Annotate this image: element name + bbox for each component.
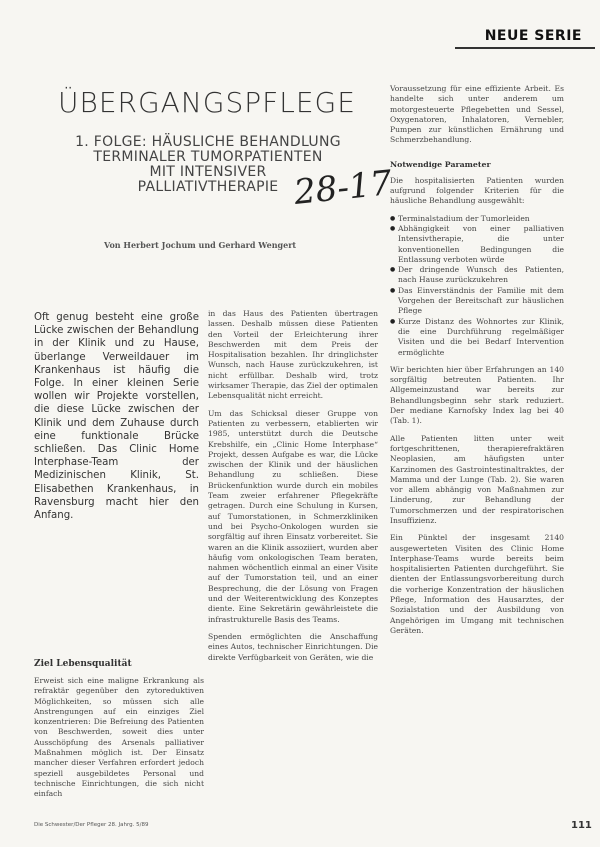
body-paragraph: in das Haus des Patienten übertragen lassen. Deshalb müssen diese Patienten den Vorteil der Erleichterung ihrer Beschwerden mit dem Preis der Hospitalisation bezahlen. Ihr dringlichster Wunsch, nach Hause zurückzukehren, ist nicht erfüllbar. Deshalb wird, trotz wirksamer Therapie, das Ziel der optimalen Lebensqualität nicht erreicht. bbox=[208, 309, 378, 401]
column-3 bbox=[390, 84, 564, 636]
body-paragraph: Die hospitalisierten Patienten wurden aufgrund folgender Kriterien für die häusliche Behandlung ausgewählt: bbox=[390, 175, 564, 206]
series-rule bbox=[455, 47, 595, 49]
column-2 bbox=[208, 309, 378, 663]
body-paragraph: Spenden ermöglichten die Anschaffung eines Autos, technischer Einrichtungen. Die direkte Verfügbarkeit von Geräten, wie die bbox=[208, 631, 378, 662]
author-byline: Von Herbert Jochum und Gerhard Wengert bbox=[104, 240, 297, 250]
handwritten-note: 28-17 bbox=[292, 162, 394, 214]
page-number: 111 bbox=[571, 820, 592, 831]
body-paragraph: Erweist sich eine maligne Erkrankung als refraktär gegenüber den zytoreduktiven Möglichkeiten, so müssen sich alle Anstrengungen auf ein einziges Ziel konzentrieren: Die Befreiung des Patienten von Beschwerden, soweit dies unter Ausschöpfung des Arsenals palliativer Maßnahmen möglich ist. Der Einsatz mancher dieser Verfahren erfordert jedoch speziell ausgebildetes Personal und technische Einrichtungen, die sich nicht einfach bbox=[34, 676, 204, 799]
subtitle-line: PALLIATIVTHERAPIE bbox=[137, 179, 279, 195]
subtitle-line: TERMINALER TUMORPATIENTEN bbox=[93, 149, 323, 165]
list-item: ● Terminalstadium der Tumorleiden bbox=[390, 214, 564, 224]
list-item: ● Das Einverständnis der Familie mit dem Vorgehen der Bereitschaft zur häuslichen Pflege bbox=[390, 286, 564, 317]
criteria-list bbox=[390, 214, 564, 358]
section-heading-lebensqualitaet: Ziel Lebensqualität bbox=[34, 659, 132, 669]
body-paragraph: Um das Schicksal dieser Gruppe von Patienten zu verbessern, etablierten wir 1985, unterstützt durch die Deutsche Krebshilfe, ein „Clinic Home Interphase“ Projekt, dessen Aufgabe es war, die Lücke zwischen der Klinik und der häuslichen Behandlung zu schließen. Diese Brückenfunktion wurde durch ein mobiles Team zweier erfahrener Pflegekräfte getragen. Durch eine Schulung in Kursen, auf Tumorstationen, in Schmerzkliniken und bei Psycho-Onkologen wurden sie sorgfältig auf ihren Einsatz vorbereitet. Sie waren an die Klinik assoziiert, wurden aber häufig vom onkologischen Team beraten, nahmen wöchentlich einmal an einer Visite auf der Tumorstation teil, und an einer Besprechung, die der Lösung von Fragen und der Weiterentwicklung des Konzeptes diente. Eine Sekretärin gewährleistete die infrastrukturelle Basis des Teams. bbox=[208, 408, 378, 624]
list-item: ● Abhängigkeit von einer palliativen Intensivtherapie, die unter konventionellen Bedingungen die Entlassung verboten würde bbox=[390, 224, 564, 265]
body-paragraph: Alle Patienten litten unter weit fortgeschrittenen, therapierefraktären Neoplasien, am häufigsten unter Karzinomen des Gastrointestinaltraktes, der Mamma und der Lunge (Tab. 2). Sie waren vor allem abhängig von Maßnahmen zur Linderung, zur Behandlung der Tumorschmerzen und der respiratorischen Insuffizienz. bbox=[390, 433, 564, 525]
page-footer: Die Schwester/Der Pfleger 28. Jahrg. 5/89 bbox=[34, 822, 149, 828]
list-item: ● Kurze Distanz des Wohnortes zur Klinik, die eine Durchführung regelmäßiger Visiten und die bei Bedarf Intervention ermöglichte bbox=[390, 317, 564, 358]
body-paragraph: Voraussetzung für eine effiziente Arbeit. Es handelte sich unter anderem um motorgesteuerte Pflegebetten und Sessel, Oxygenatoren, Inhalatoren, Vernebler, Pumpen zur künstlichen Ernährung und Schmerzbehandlung. bbox=[390, 84, 564, 145]
list-item: ● Der dringende Wunsch des Patienten, nach Hause zurückzukehren bbox=[390, 265, 564, 286]
body-paragraph: Wir berichten hier über Erfahrungen an 140 sorgfältig betreuten Patienten. Ihr Allgemeinzustand war bereits zur Behandlungsbeginn sehr stark reduziert. Der mediane Karnofsky Index lag bei 40 (Tab. 1). bbox=[390, 364, 564, 426]
subtitle-line: MIT INTENSIVER bbox=[149, 164, 267, 180]
series-label: NEUE SERIE bbox=[484, 28, 582, 44]
body-paragraph: Ein Pünktel der insgesamt 2140 ausgewerteten Visiten des Clinic Home Interphase-Teams wurde bereits beim hospitalisierten Patienten durchgeführt. Sie dienten der Entlassungsvorbereitung durch die vorherige Konzentration der häuslichen Pflege, Information des Hausarztes, der Sozialstation und der Ausbildung von Angehörigen im Umgang mit technischen Geräten. bbox=[390, 533, 564, 635]
article-title: ÜBERGANGSPFLEGE bbox=[58, 86, 356, 119]
column-1-lower bbox=[34, 659, 204, 800]
lead-paragraph: Oft genug besteht eine große Lücke zwischen der Behandlung in der Klinik und zu Hause, überlange Verweildauer im Krankenhaus ist häufig die Folge. In einer kleinen Serie wollen wir Projekte vorstellen, die diese Lücke zwischen der Klinik und dem Zuhause durch eine funktionale Brücke schließen. Das Clinic Home Interphase-Team der Medizinischen Klinik, St. Elisabethen Krankenhaus, in Ravensburg macht hier den Anfang. bbox=[34, 312, 199, 522]
section-heading-parameter: Notwendige Parameter bbox=[390, 159, 491, 169]
subtitle-line: 1. FOLGE: HÄUSLICHE BEHANDLUNG bbox=[75, 134, 341, 150]
